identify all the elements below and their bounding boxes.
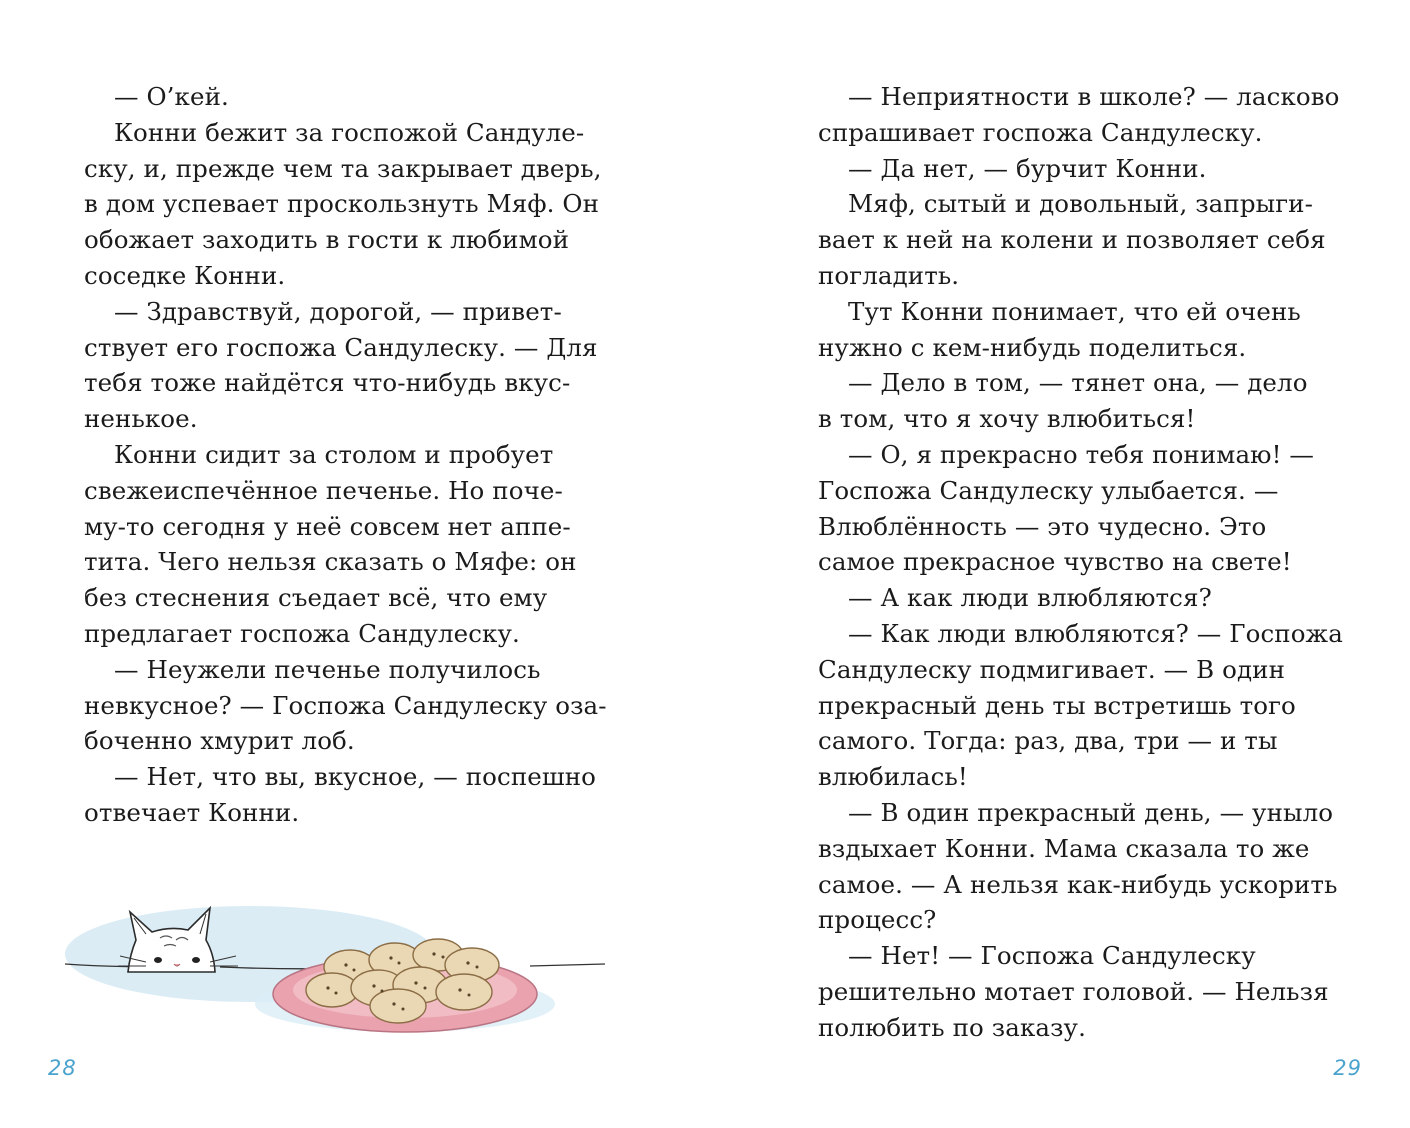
text-line: — А как люди влюбляются? [848,583,1212,613]
text-line: — Да нет, — бурчит Конни. [848,153,1207,183]
text-line: процесс? [818,905,937,935]
text-line: Сандулеску подмигивает. — В один [818,654,1286,684]
text-line: отвечает Конни. [84,797,300,827]
page-number: 29 [1333,1056,1362,1080]
text-line: — Здравствуй, дорогой, — привет- [114,296,562,326]
cat-and-cookies-illustration [60,882,610,1042]
text-line: ску, и, прежде чем та закрывает дверь, [84,153,602,183]
text-line: Конни сидит за столом и пробует [114,439,554,469]
text-line: Конни бежит за госпожой Сандуле- [114,117,585,147]
text-line: невкусное? — Госпожа Сандулеску оза- [84,690,607,720]
text-line: Госпожа Сандулеску улыбается. — [818,475,1279,505]
text-line: нужно с кем-нибудь поделиться. [818,332,1247,362]
text-line: решительно мотает головой. — Нельзя [818,976,1329,1006]
left-page-text [84,79,607,831]
text-line: самое прекрасное чувство на свете! [818,547,1292,577]
text-line: — Нет! — Госпожа Сандулеску [848,941,1256,971]
text-line: в том, что я хочу влюбиться! [818,404,1196,434]
text-line: — Дело в том, — тянет она, — дело [848,368,1308,398]
text-line: боченно хмурит лоб. [84,726,355,756]
text-line: тита. Чего нельзя сказать о Мяфе: он [84,547,577,577]
page-number: 28 [48,1056,77,1080]
right-page-text [818,79,1343,1046]
text-line: — Неужели печенье получилось [114,654,541,684]
text-line: ненькое. [84,404,198,434]
text-line: влюбилась! [818,762,968,792]
text-line: вает к ней на колени и позволяет себя [818,225,1326,255]
text-line: в дом успевает проскользнуть Мяф. Он [84,189,600,219]
text-line: — О, я прекрасно тебя понимаю! — [848,439,1315,469]
text-line: свежеиспечённое печенье. Но поче- [84,475,563,505]
text-line: — Нет, что вы, вкусное, — поспешно [114,762,597,792]
text-line: — О’кей. [114,82,229,111]
text-line: соседке Конни. [84,260,286,290]
text-line: — Как люди влюбляются? — Госпожа [848,618,1343,648]
text-line: Тут Конни понимает, что ей очень [848,296,1301,326]
text-line: самое. — А нельзя как-нибудь ускорить [818,869,1338,899]
text-line: тебя тоже найдётся что-нибудь вкус- [84,368,571,398]
text-line: самого. Тогда: раз, два, три — и ты [818,726,1278,756]
text-line: — В один прекрасный день, — уныло [848,797,1334,827]
text-line: полюбить по заказу. [818,1012,1086,1042]
text-line: погладить. [818,260,960,290]
text-line: Мяф, сытый и довольный, запрыги- [848,189,1313,219]
text-line: без стеснения съедает всё, что ему [84,583,548,613]
text-line: прекрасный день ты встретишь того [818,690,1296,720]
text-line: — Неприятности в школе? — ласково [848,82,1340,111]
text-line: Влюблённость — это чудесно. Это [818,511,1267,541]
text-line: му-то сегодня у неё совсем нет аппе- [84,511,571,541]
text-line: вздыхает Конни. Мама сказала то же [818,833,1310,863]
text-line: спрашивает госпожа Сандулеску. [818,117,1263,147]
text-line: обожает заходить в гости к любимой [84,225,570,255]
right-page [705,0,1410,1128]
text-line: ствует его госпожа Сандулеску. — Для [84,332,598,362]
text-line: предлагает госпожа Сандулеску. [84,618,520,648]
